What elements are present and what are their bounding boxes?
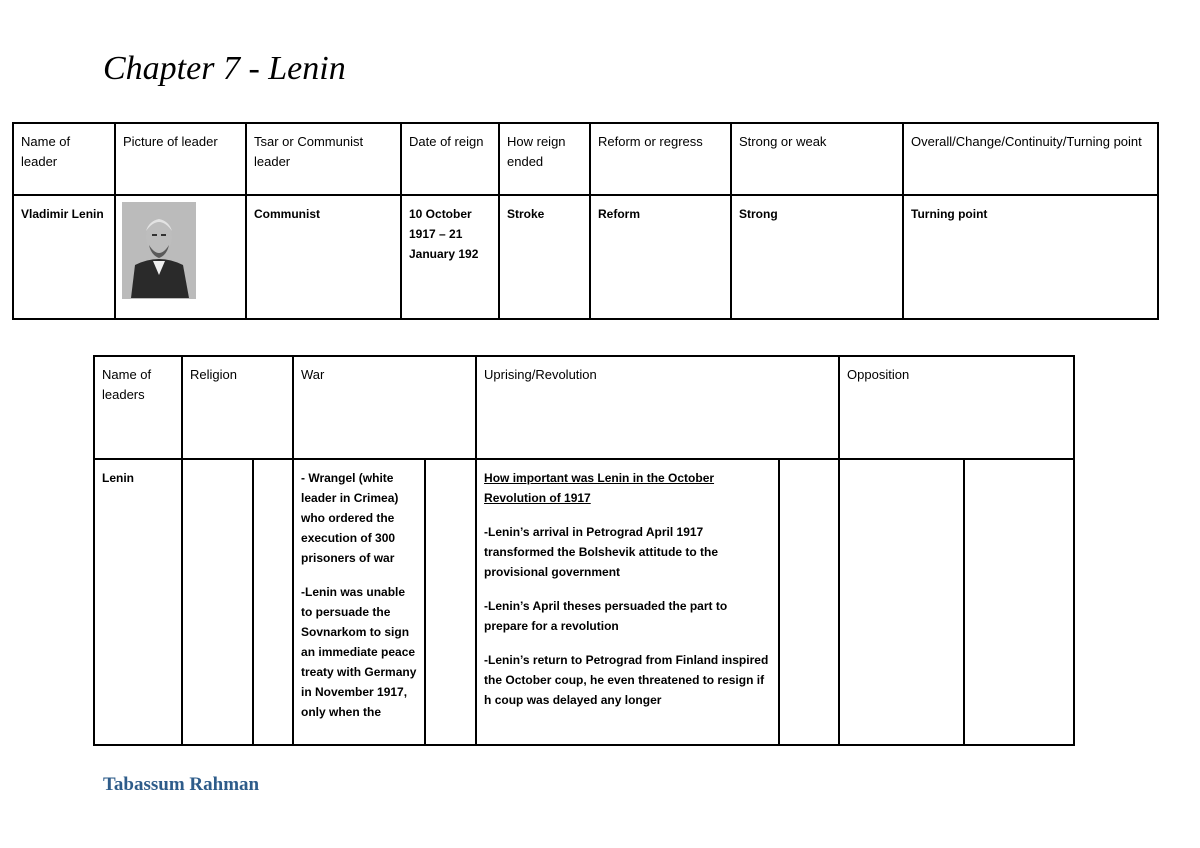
date-of-reign: 10 October 1917 – 21 January 192 <box>401 195 499 319</box>
table-row <box>94 459 1074 745</box>
leader-portrait <box>122 202 196 299</box>
header-cell: Opposition <box>839 356 1074 459</box>
opposition-cell <box>839 459 964 745</box>
header-row <box>13 123 1158 195</box>
war-paragraph-2: -Lenin was unable to persuade the Sovnarkom to sign an immediate peace treaty with Germany in November 1917, only when the <box>301 585 417 719</box>
leader-events-table <box>93 355 1075 746</box>
header-row <box>94 356 1074 459</box>
header-cell: War <box>293 356 476 459</box>
revolution-heading: How important was Lenin in the October Revolution of 1917 <box>484 471 715 505</box>
leader-picture-cell <box>115 195 246 319</box>
war-cell <box>293 459 425 745</box>
header-cell: Name of leader <box>13 123 115 195</box>
revolution-paragraph-2: -Lenin’s April theses persuaded the part to prepare for a revolution <box>484 599 728 633</box>
how-reign-ended: Stroke <box>499 195 590 319</box>
author-name: Tabassum Rahman <box>103 774 260 795</box>
header-cell: Strong or weak <box>731 123 903 195</box>
strong-or-weak: Strong <box>731 195 903 319</box>
header-cell: Name of leaders <box>94 356 182 459</box>
header-cell: Reform or regress <box>590 123 731 195</box>
revolution-cell <box>476 459 779 745</box>
leader-name: Vladimir Lenin <box>13 195 115 319</box>
page-title: Chapter 7 - Lenin <box>103 50 346 87</box>
overall-assessment: Turning point <box>903 195 1158 319</box>
opposition-cell-secondary <box>964 459 1074 745</box>
leader-type: Communist <box>246 195 401 319</box>
header-cell: Tsar or Communist leader <box>246 123 401 195</box>
reform-or-regress: Reform <box>590 195 731 319</box>
war-paragraph <box>301 468 418 568</box>
table-row <box>13 195 1158 319</box>
header-cell: Picture of leader <box>115 123 246 195</box>
religion-cell-secondary <box>253 459 293 745</box>
leader-summary-table <box>12 122 1159 320</box>
revolution-cell-secondary <box>779 459 839 745</box>
header-cell: Uprising/Revolution <box>476 356 839 459</box>
header-cell: Overall/Change/Continuity/Turning point <box>903 123 1158 195</box>
header-cell: Date of reign <box>401 123 499 195</box>
header-cell: Religion <box>182 356 293 459</box>
header-cell: How reign ended <box>499 123 590 195</box>
religion-cell <box>182 459 253 745</box>
war-paragraph-1: - Wrangel (white leader in Crimea) who ordered the execution of 300 prisoners of war <box>301 471 399 565</box>
revolution-paragraph-1: -Lenin’s arrival in Petrograd April 1917 transformed the Bolshevik attitude to the provisional government <box>484 525 719 579</box>
leader-name: Lenin <box>94 459 182 745</box>
war-cell-secondary <box>425 459 476 745</box>
revolution-paragraph-3: -Lenin’s return to Petrograd from Finland inspired the October coup, he even threatened to resign if h coup was delayed any longer <box>484 653 769 707</box>
